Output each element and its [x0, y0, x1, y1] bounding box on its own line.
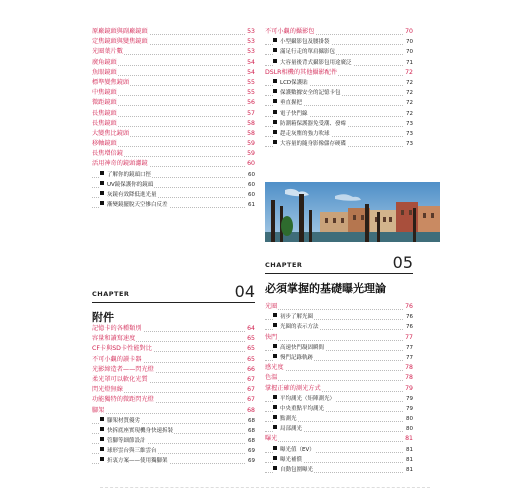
toc-page-number: 73	[406, 141, 413, 148]
toc-entry-text: CF卡與SD卡性能對比	[92, 345, 152, 353]
toc-subentry[interactable]	[92, 180, 255, 190]
toc-page-number: 61	[248, 202, 255, 209]
toc-page-number: 81	[405, 435, 413, 443]
toc-page-number: 76	[406, 324, 413, 331]
toc-page-number: 65	[247, 335, 255, 343]
toc-entry-text: 腳架	[92, 406, 105, 414]
toc-entry-title	[92, 375, 149, 385]
toc-page-number: 56	[247, 99, 255, 107]
dot-leader	[92, 413, 245, 414]
toc-page-number: 80	[406, 416, 413, 423]
toc-page-number: 72	[406, 110, 413, 117]
toc-entry[interactable]	[265, 373, 413, 383]
toc-entry-text: 不可小覷的讀卡器	[92, 355, 142, 363]
toc-entry[interactable]	[265, 363, 413, 373]
toc-entry-text: LCD保護貼	[280, 79, 308, 86]
toc-subentry[interactable]	[265, 445, 413, 455]
toc-entry[interactable]	[92, 109, 255, 119]
toc-entry-text: 標準變焦鏡頭	[92, 78, 130, 86]
toc-page-number: 70	[406, 49, 413, 56]
toc-entry-text: 初步了解光圈	[280, 314, 314, 321]
toc-entry-title	[273, 465, 314, 475]
toc-entry-title	[100, 456, 169, 466]
toc-subentry[interactable]	[265, 47, 413, 57]
toc-entry-title	[273, 37, 331, 47]
chapter-divider	[265, 273, 413, 274]
toc-entry-text: 局部測光	[280, 426, 303, 433]
toc-page-number: 68	[248, 427, 255, 434]
chapter-04-header	[92, 282, 255, 322]
toc-entry-title	[273, 312, 314, 322]
toc-page-number: 64	[247, 325, 255, 332]
toc-entry[interactable]	[92, 365, 255, 375]
toc-entry-title	[92, 365, 155, 375]
venice-canal-photo	[265, 182, 440, 242]
chapter-divider	[92, 302, 255, 303]
toc-page-number: 55	[247, 78, 255, 86]
toc-entry-text: 保護數據安全的記憶卡包	[280, 90, 341, 97]
toc-entry-title	[92, 119, 118, 129]
toc-entry[interactable]	[265, 27, 413, 37]
toc-page-number: 70	[405, 28, 413, 35]
square-bullet-icon	[100, 457, 104, 461]
square-bullet-icon	[273, 425, 277, 429]
square-bullet-icon	[273, 38, 277, 42]
chapter-title: 附件	[92, 311, 114, 324]
toc-page-number: 65	[247, 345, 255, 353]
toc-entry-text: 容量和讀寫速度	[92, 335, 136, 343]
toc-subentry[interactable]	[265, 455, 413, 465]
square-bullet-icon	[273, 313, 277, 317]
toc-entry[interactable]	[92, 88, 255, 98]
toc-entry-text: 大容量的隨身影像儲存硬碟	[280, 141, 347, 148]
toc-entry-text: 了解你的鏡頭口徑	[107, 171, 152, 178]
toc-entry-title	[273, 353, 314, 363]
square-bullet-icon	[273, 48, 277, 52]
square-bullet-icon	[273, 110, 277, 114]
toc-entry-text: 小型攝影包及腰掛袋	[280, 39, 330, 46]
toc-entry-title	[92, 37, 149, 47]
toc-entry-title	[92, 88, 118, 98]
toc-entry-text: 中央重點平均測光	[280, 405, 325, 412]
toc-page-number: 72	[406, 90, 413, 97]
toc-entry-text: 點測光	[280, 416, 297, 423]
toc-subentry[interactable]	[265, 88, 413, 98]
toc-entry-text: 管腳等細節設計	[107, 438, 146, 445]
toc-page-number: 77	[406, 344, 413, 351]
toc-entry-title	[92, 385, 124, 395]
toc-entry-text: 自動包圍曝光	[280, 467, 314, 473]
toc-page-number: 72	[406, 79, 413, 86]
toc-entry[interactable]	[92, 47, 255, 57]
square-bullet-icon	[100, 427, 104, 431]
toc-page-number: 66	[247, 365, 255, 373]
toc-entry-title	[92, 324, 143, 334]
toc-entry[interactable]	[92, 395, 255, 405]
toc-entry-text: UV鏡保護你的鏡頭	[107, 181, 154, 188]
toc-subentry[interactable]	[92, 446, 255, 456]
toc-entry-title	[92, 159, 149, 169]
toc-page-number: 67	[247, 396, 255, 404]
toc-entry-text: 魚眼鏡頭	[92, 68, 117, 76]
toc-subentry[interactable]	[265, 424, 413, 434]
toc-entry-title	[100, 200, 169, 210]
toc-page-number: 73	[406, 120, 413, 127]
toc-page-number: 78	[405, 374, 413, 382]
toc-entry-title	[273, 404, 325, 414]
toc-subentry[interactable]	[265, 58, 413, 68]
toc-entry[interactable]	[92, 355, 255, 365]
toc-page-number: 55	[247, 89, 255, 97]
toc-page-number: 81	[406, 446, 413, 453]
toc-entry-title	[100, 170, 152, 180]
toc-entry-text: 灰鏡有效降低進光量	[107, 192, 157, 198]
square-bullet-icon	[273, 79, 277, 83]
chapter-number: 05	[392, 253, 413, 272]
toc-page-number: 81	[406, 467, 413, 473]
toc-entry-title	[92, 395, 155, 405]
toc-entry-title	[92, 98, 118, 108]
toc-entry-text: 掌握正確的測光方式	[265, 384, 321, 392]
toc-entry-title	[100, 446, 158, 456]
toc-entry[interactable]	[92, 139, 255, 149]
toc-page-number: 81	[406, 456, 413, 463]
toc-page-number: 53	[247, 38, 255, 46]
toc-entry-title	[265, 373, 278, 383]
square-bullet-icon	[273, 446, 277, 450]
toc-entry-title	[273, 109, 309, 119]
toc-entry[interactable]	[92, 149, 255, 159]
toc-page-number: 67	[247, 375, 255, 383]
dot-leader	[265, 309, 403, 310]
toc-entry-text: 光圈葉片數	[92, 48, 123, 56]
square-bullet-icon	[100, 437, 104, 441]
toc-entry-title	[92, 355, 143, 365]
toc-entry-title	[273, 139, 347, 149]
toc-entry-title	[100, 180, 154, 190]
toc-entry-text: 原廠鏡頭與副廠鏡頭	[92, 28, 148, 35]
toc-entry-title	[273, 47, 336, 57]
toc-entry-text: DSLR相機的其他攝影配件	[265, 68, 338, 76]
toc-entry[interactable]	[92, 385, 255, 395]
toc-page-number: 72	[405, 68, 413, 76]
toc-page-number: 76	[405, 303, 413, 310]
toc-page-number: 79	[405, 384, 413, 392]
square-bullet-icon	[273, 140, 277, 144]
toc-left-top	[92, 27, 255, 210]
toc-subentry[interactable]	[265, 343, 413, 353]
toc-subentry[interactable]	[265, 37, 413, 47]
toc-page-number: 79	[406, 395, 413, 402]
chapter-number: 04	[234, 282, 255, 301]
square-bullet-icon	[273, 323, 277, 327]
toc-subentry[interactable]	[92, 190, 255, 200]
toc-entry[interactable]	[92, 58, 255, 68]
toc-page-number: 70	[406, 39, 413, 46]
toc-subentry[interactable]	[265, 129, 413, 139]
toc-entry-text: 慢門記錄軌跡	[280, 354, 314, 361]
toc-entry[interactable]	[265, 302, 413, 312]
toc-page-number: 69	[248, 458, 255, 465]
toc-subentry[interactable]	[265, 353, 413, 363]
toc-page-number: 58	[247, 129, 255, 137]
toc-entry-title	[92, 58, 118, 68]
toc-right-bottom	[265, 302, 413, 475]
toc-entry[interactable]	[265, 384, 413, 394]
square-bullet-icon	[100, 447, 104, 451]
toc-subentry[interactable]	[265, 78, 413, 88]
toc-subentry[interactable]	[92, 426, 255, 436]
toc-entry-text: 長焦增倍鏡	[92, 150, 123, 158]
toc-entry-text: 防潮箱保護器免受潮、發霉	[280, 120, 347, 127]
toc-entry[interactable]	[92, 344, 255, 354]
toc-page-number: 58	[247, 119, 255, 127]
toc-entry-text: 光圈的表示方法	[280, 324, 319, 331]
toc-entry-title	[273, 424, 303, 434]
toc-entry-title	[265, 384, 322, 394]
toc-page-number: 60	[248, 171, 255, 178]
toc-entry-title	[273, 88, 342, 98]
toc-entry-text: 中焦鏡頭	[92, 89, 117, 97]
toc-subentry[interactable]	[265, 312, 413, 322]
toc-subentry[interactable]	[92, 170, 255, 180]
toc-subentry[interactable]	[265, 139, 413, 149]
square-bullet-icon	[100, 201, 104, 205]
toc-entry[interactable]	[265, 333, 413, 343]
toc-page-number: 72	[406, 100, 413, 107]
toc-entry-text: 感光度	[265, 364, 284, 372]
toc-subentry[interactable]	[92, 436, 255, 446]
toc-entry-title	[273, 455, 303, 465]
toc-subentry[interactable]	[265, 414, 413, 424]
toc-entry-title	[273, 445, 316, 455]
toc-page-number: 53	[247, 28, 255, 35]
toc-entry-text: 功能獨特的微距閃光燈	[92, 396, 154, 404]
toc-entry-text: 球形雲台與三維雲台	[107, 448, 157, 455]
toc-entry-title	[265, 363, 285, 373]
toc-entry[interactable]	[92, 159, 255, 169]
toc-entry[interactable]	[265, 434, 413, 444]
toc-entry-text: 閃光燈無線	[92, 386, 123, 394]
toc-entry-text: 微距鏡頭	[92, 99, 117, 107]
toc-entry-title	[273, 119, 347, 129]
toc-entry[interactable]	[92, 98, 255, 108]
toc-entry-text: 光圈	[265, 303, 278, 310]
dot-leader	[265, 380, 403, 381]
square-bullet-icon	[273, 405, 277, 409]
toc-page-number: 54	[247, 68, 255, 76]
toc-entry-title	[273, 129, 331, 139]
toc-entry[interactable]	[92, 334, 255, 344]
toc-entry-title	[92, 406, 105, 416]
toc-page-number: 65	[247, 355, 255, 363]
toc-entry-title	[265, 333, 278, 343]
square-bullet-icon	[273, 415, 277, 419]
bottom-divider	[100, 487, 430, 488]
toc-subentry[interactable]	[265, 322, 413, 332]
toc-entry-title	[92, 109, 118, 119]
toc-entry[interactable]	[92, 37, 255, 47]
toc-entry-title	[92, 129, 130, 139]
toc-entry-title	[92, 149, 124, 159]
toc-entry-title	[265, 434, 278, 444]
toc-entry-text: 平均測光（矩陣測光）	[280, 395, 336, 402]
toc-page-number: 77	[406, 354, 413, 361]
square-bullet-icon	[273, 89, 277, 93]
chapter-05-header	[265, 253, 413, 298]
toc-entry[interactable]	[92, 406, 255, 416]
toc-left-bottom	[92, 324, 255, 467]
square-bullet-icon	[273, 395, 277, 399]
toc-entry-text: 長焦鏡頭	[92, 109, 117, 117]
toc-entry-text: 曝光補償	[280, 456, 303, 463]
square-bullet-icon	[100, 171, 104, 175]
toc-entry-text: 曝光值（EV）	[280, 446, 315, 453]
toc-entry-text: 不可小覷的攝影包	[265, 28, 315, 35]
toc-entry-text: 高速快門凝固瞬間	[280, 344, 325, 351]
toc-entry-text: 曝光	[265, 435, 278, 443]
toc-subentry[interactable]	[92, 456, 255, 466]
chapter-title: 必須掌握的基礎曝光理論	[265, 282, 386, 295]
toc-page-number: 53	[247, 48, 255, 56]
toc-entry-title	[92, 68, 118, 78]
toc-entry-title	[273, 322, 320, 332]
square-bullet-icon	[273, 99, 277, 103]
toc-entry-title	[100, 436, 147, 446]
toc-entry-title	[273, 414, 298, 424]
toc-page-number: 79	[406, 405, 413, 412]
toc-page-number: 60	[248, 181, 255, 188]
toc-entry[interactable]	[92, 375, 255, 385]
toc-page-number: 68	[248, 438, 255, 445]
square-bullet-icon	[273, 466, 277, 470]
toc-entry-title	[100, 190, 158, 200]
toc-entry-title	[273, 98, 303, 108]
toc-page-number: 60	[247, 160, 255, 168]
toc-entry-text: 腳架材質優劣	[107, 417, 141, 424]
toc-page-number: 68	[247, 406, 255, 414]
toc-page-number: 76	[406, 314, 413, 321]
toc-entry-text: 滿足行走的單肩攝影包	[280, 49, 336, 56]
toc-entry-text: 快拆底座實現機身快速拆裝	[107, 427, 174, 434]
toc-entry-text: 色溫	[265, 374, 278, 382]
toc-entry-text: 活用神奇的鏡頭濾鏡	[92, 160, 148, 168]
toc-entry-title	[273, 343, 325, 353]
toc-page-number: 54	[247, 58, 255, 66]
toc-entry-text: 記憶卡的各種類別	[92, 325, 142, 332]
toc-entry-text: 垂直握把	[280, 100, 303, 107]
toc-entry-text: 廣角鏡頭	[92, 58, 117, 66]
toc-entry-title	[265, 68, 338, 78]
square-bullet-icon	[273, 59, 277, 63]
toc-entry-title	[265, 27, 316, 37]
chapter-label: CHAPTER	[265, 261, 303, 269]
toc-entry-text: 電子快門線	[280, 110, 308, 117]
toc-entry[interactable]	[92, 119, 255, 129]
toc-entry-title	[92, 47, 124, 57]
square-bullet-icon	[100, 181, 104, 185]
chapter-label: CHAPTER	[92, 290, 130, 298]
toc-page-number: 60	[248, 192, 255, 198]
square-bullet-icon	[100, 191, 104, 195]
toc-entry[interactable]	[92, 27, 255, 37]
toc-entry-text: 漸變鏡擺脫天空慘白反差	[107, 202, 168, 209]
toc-page-number: 80	[406, 426, 413, 433]
toc-entry[interactable]	[265, 68, 413, 78]
toc-page-number: 67	[247, 386, 255, 394]
toc-entry-text: 定焦鏡頭與變焦鏡頭	[92, 38, 148, 46]
toc-entry-title	[273, 394, 336, 404]
toc-entry[interactable]	[92, 68, 255, 78]
toc-entry-title	[92, 334, 136, 344]
square-bullet-icon	[273, 130, 277, 134]
toc-entry[interactable]	[92, 129, 255, 139]
toc-entry-title	[273, 78, 309, 88]
toc-subentry[interactable]	[92, 200, 255, 210]
toc-entry-text: 快門	[265, 333, 278, 341]
toc-entry-text: 移軸鏡頭	[92, 140, 117, 148]
toc-subentry[interactable]	[265, 394, 413, 404]
toc-subentry[interactable]	[265, 98, 413, 108]
toc-subentry[interactable]	[265, 109, 413, 119]
toc-entry-text: 長焦鏡頭	[92, 119, 117, 127]
toc-page-number: 59	[247, 140, 255, 148]
toc-entry-title	[92, 27, 149, 37]
toc-right-top	[265, 27, 413, 149]
square-bullet-icon	[100, 417, 104, 421]
toc-entry-title	[273, 58, 353, 68]
toc-subentry[interactable]	[265, 404, 413, 414]
toc-entry[interactable]	[92, 324, 255, 334]
dot-leader	[265, 441, 403, 442]
toc-subentry[interactable]	[265, 465, 413, 475]
toc-entry-text: 柔光罩可以軟化光質	[92, 375, 148, 383]
toc-entry-title	[92, 139, 118, 149]
toc-subentry[interactable]	[265, 119, 413, 129]
toc-entry-title	[100, 426, 174, 436]
toc-page-number: 68	[248, 417, 255, 424]
square-bullet-icon	[273, 344, 277, 348]
square-bullet-icon	[273, 456, 277, 460]
toc-subentry[interactable]	[92, 416, 255, 426]
toc-page-number: 77	[405, 333, 413, 341]
dot-leader	[265, 370, 403, 371]
toc-entry-text: 大容量後背式攝影包用途廣泛	[280, 59, 352, 66]
toc-entry-text: 光影締造者——閃光燈	[92, 365, 154, 373]
square-bullet-icon	[273, 120, 277, 124]
square-bullet-icon	[273, 354, 277, 358]
toc-entry-text: 趕走灰塵的強力吹球	[280, 130, 330, 137]
toc-entry-title	[92, 344, 153, 354]
toc-entry-title	[92, 78, 130, 88]
toc-entry-title	[100, 416, 141, 426]
toc-page-number: 59	[247, 150, 255, 158]
dot-leader	[265, 340, 403, 341]
toc-page-number: 73	[406, 130, 413, 137]
toc-page-number: 69	[248, 448, 255, 455]
toc-page-number: 57	[247, 109, 255, 117]
toc-entry[interactable]	[92, 78, 255, 88]
toc-page-number: 78	[405, 364, 413, 372]
toc-entry-text: 大變焦比鏡頭	[92, 129, 130, 137]
toc-entry-text: 折衷方案——使用獨腳架	[107, 458, 168, 465]
toc-page-number: 71	[406, 59, 413, 66]
toc-entry-title	[265, 302, 278, 312]
